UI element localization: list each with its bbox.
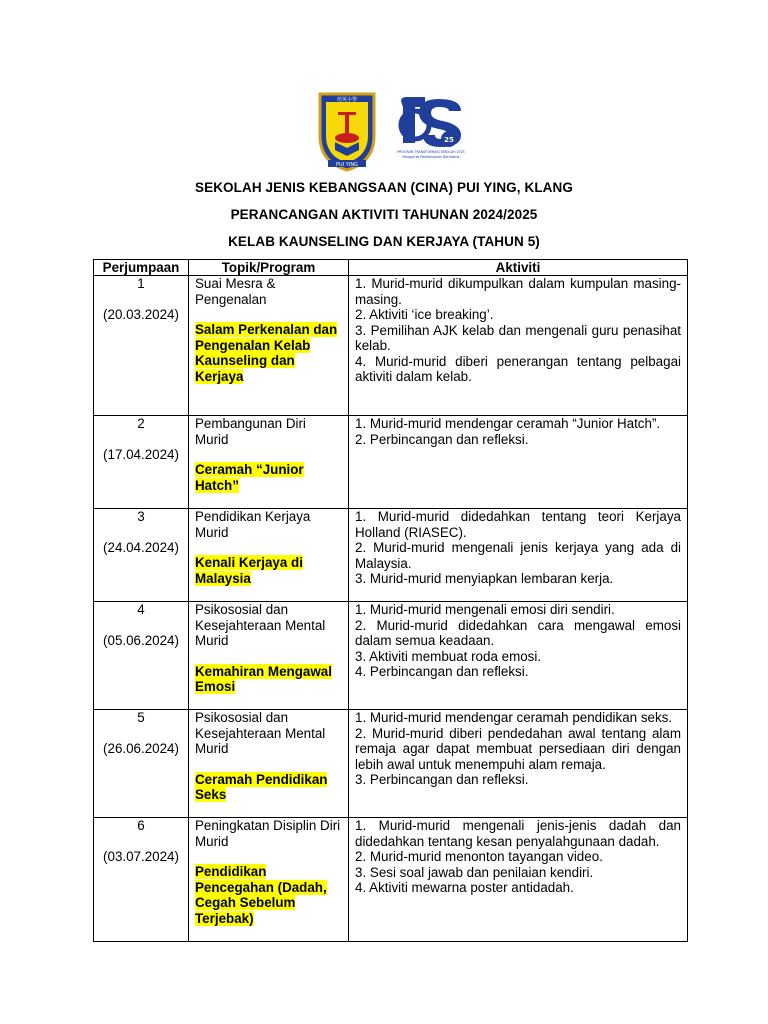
meeting-cell bbox=[94, 276, 189, 416]
crest-text-top: 培英小學 bbox=[336, 97, 358, 103]
activities-cell bbox=[349, 602, 688, 710]
program-highlight: Ceramah “Junior Hatch” bbox=[195, 462, 304, 493]
meeting-number: 5 bbox=[137, 710, 145, 725]
meeting-cell bbox=[94, 710, 189, 818]
activity-item: 1. Murid-murid mendengar ceramah “Junior Hatch”. bbox=[355, 416, 661, 431]
activity-item: 1. Murid-murid dikumpulkan dalam kumpulan masing-masing. bbox=[355, 276, 681, 307]
activity-item: 2. Perbincangan dan refleksi. bbox=[355, 431, 529, 447]
topic-text: Suai Mesra & Pengenalan bbox=[195, 276, 276, 307]
topic-text: Psikososial dan Kesejahteraan Mental Murid bbox=[195, 602, 326, 648]
header-topic: Topik/Program bbox=[189, 260, 349, 276]
activity-item: 3. Murid-murid menyiapkan lembaran kerja. bbox=[355, 571, 614, 586]
activity-item: 3. Aktiviti membuat roda emosi. bbox=[355, 648, 542, 664]
activity-item: 2. Murid-murid diberi pendedahan awal tentang alam remaja agar dapat membuat persediaan diri dengan lebih awal untuk menempuhi alam remaja. bbox=[355, 725, 681, 772]
activity-item: 3. Sesi soal jawab dan penilaian kendiri. bbox=[355, 864, 594, 880]
program-highlight: Pendidikan Pencegahan (Dadah, Cegah Sebelum Terjebak) bbox=[195, 864, 327, 926]
meeting-number: 2 bbox=[137, 416, 145, 431]
topic-cell bbox=[189, 818, 349, 942]
topic-text: Psikososial dan Kesejahteraan Mental Murid bbox=[195, 710, 326, 756]
school-crest-logo bbox=[316, 90, 378, 172]
table-row bbox=[94, 509, 688, 602]
topic-cell bbox=[189, 416, 349, 509]
logo-row bbox=[0, 90, 768, 172]
meeting-number: 6 bbox=[137, 818, 145, 833]
meeting-number: 4 bbox=[137, 602, 145, 617]
activity-item: 4. Murid-murid diberi penerangan tentang pelbagai aktiviti dalam kelab. bbox=[355, 353, 681, 384]
meeting-date: (24.04.2024) bbox=[103, 539, 179, 555]
activity-item: 1. Murid-murid mendengar ceramah pendidikan seks. bbox=[355, 710, 673, 725]
table-row bbox=[94, 710, 688, 818]
activity-item: 3. Pemilihan AJK kelab dan mengenali guru penasihat kelab. bbox=[355, 322, 681, 353]
meeting-date: (17.04.2024) bbox=[103, 446, 179, 462]
activities-cell bbox=[349, 276, 688, 416]
topic-cell bbox=[189, 710, 349, 818]
activities-cell bbox=[349, 710, 688, 818]
activity-item: 2. Murid-murid menonton tayangan video. bbox=[355, 849, 603, 864]
crest-text-bottom: PUI YING bbox=[336, 162, 358, 168]
meeting-cell bbox=[94, 416, 189, 509]
table-row bbox=[94, 276, 688, 416]
program-highlight: Kemahiran Mengawal Emosi bbox=[195, 663, 332, 694]
program-highlight: Ceramah Pendidikan Seks bbox=[195, 771, 328, 802]
ts-number: 25 bbox=[444, 136, 454, 144]
activity-item: 1. Murid-murid didedahkan tentang teori Kerjaya Holland (RIASEC). bbox=[355, 509, 681, 540]
activity-item: 2. Aktiviti ‘ice breaking’. bbox=[355, 307, 494, 322]
school-name-heading: SEKOLAH JENIS KEBANGSAAN (CINA) PUI YING, KLANG bbox=[195, 180, 573, 195]
ts-program-subtext: Penggerak Pembelajaran Bermakna bbox=[402, 155, 460, 159]
table-row bbox=[94, 818, 688, 942]
meeting-cell bbox=[94, 602, 189, 710]
plan-heading: PERANCANGAN AKTIVITI TAHUNAN 2024/2025 bbox=[230, 207, 538, 222]
topic-text: Peningkatan Disiplin Diri Murid bbox=[195, 818, 341, 849]
meeting-number: 1 bbox=[137, 276, 145, 291]
topic-cell bbox=[189, 276, 349, 416]
program-highlight: Kenali Kerjaya di Malaysia bbox=[195, 555, 303, 586]
topic-cell bbox=[189, 602, 349, 710]
meeting-cell bbox=[94, 509, 189, 602]
ts-program-text: PROGRAM TRANSFORMASI SEKOLAH 2025 bbox=[397, 150, 465, 154]
meeting-date: (20.03.2024) bbox=[103, 306, 179, 322]
activities-cell bbox=[349, 818, 688, 942]
activity-item: 2. Murid-murid didedahkan cara mengawal emosi dalam semua keadaan. bbox=[355, 617, 681, 648]
table-header-row bbox=[94, 260, 688, 276]
table-row bbox=[94, 416, 688, 509]
meeting-date: (26.06.2024) bbox=[103, 740, 179, 756]
topic-text: Pembangunan Diri Murid bbox=[195, 416, 306, 447]
activities-cell bbox=[349, 416, 688, 509]
meeting-cell bbox=[94, 818, 189, 942]
header-meeting: Perjumpaan bbox=[94, 260, 189, 276]
club-heading: KELAB KAUNSELING DAN KERJAYA (TAHUN 5) bbox=[228, 234, 540, 249]
meeting-number: 3 bbox=[137, 509, 145, 524]
header-activities: Aktiviti bbox=[349, 260, 688, 276]
activity-item: 1. Murid-murid mengenali emosi diri sendiri. bbox=[355, 602, 615, 617]
activities-cell bbox=[349, 509, 688, 602]
program-highlight: Salam Perkenalan dan Pengenalan Kelab Kaunseling dan Kerjaya bbox=[195, 322, 338, 384]
ts25-program-logo bbox=[395, 95, 467, 161]
topic-cell bbox=[189, 509, 349, 602]
activity-item: 3. Perbincangan dan refleksi. bbox=[355, 772, 529, 787]
meeting-date: (03.07.2024) bbox=[103, 848, 179, 864]
table-row bbox=[94, 602, 688, 710]
activity-item: 4. Aktiviti mewarna poster antidadah. bbox=[355, 880, 574, 895]
meeting-date: (05.06.2024) bbox=[103, 632, 179, 648]
activity-item: 1. Murid-murid mengenali jenis-jenis dadah dan didedahkan tentang kesan penyalahgunaan dadah. bbox=[355, 818, 681, 849]
topic-text: Pendidikan Kerjaya Murid bbox=[195, 509, 311, 540]
activity-item: 2. Murid-murid mengenali jenis kerjaya yang ada di Malaysia. bbox=[355, 540, 681, 571]
activity-item: 4. Perbincangan dan refleksi. bbox=[355, 664, 529, 679]
activity-plan-table bbox=[93, 259, 688, 942]
